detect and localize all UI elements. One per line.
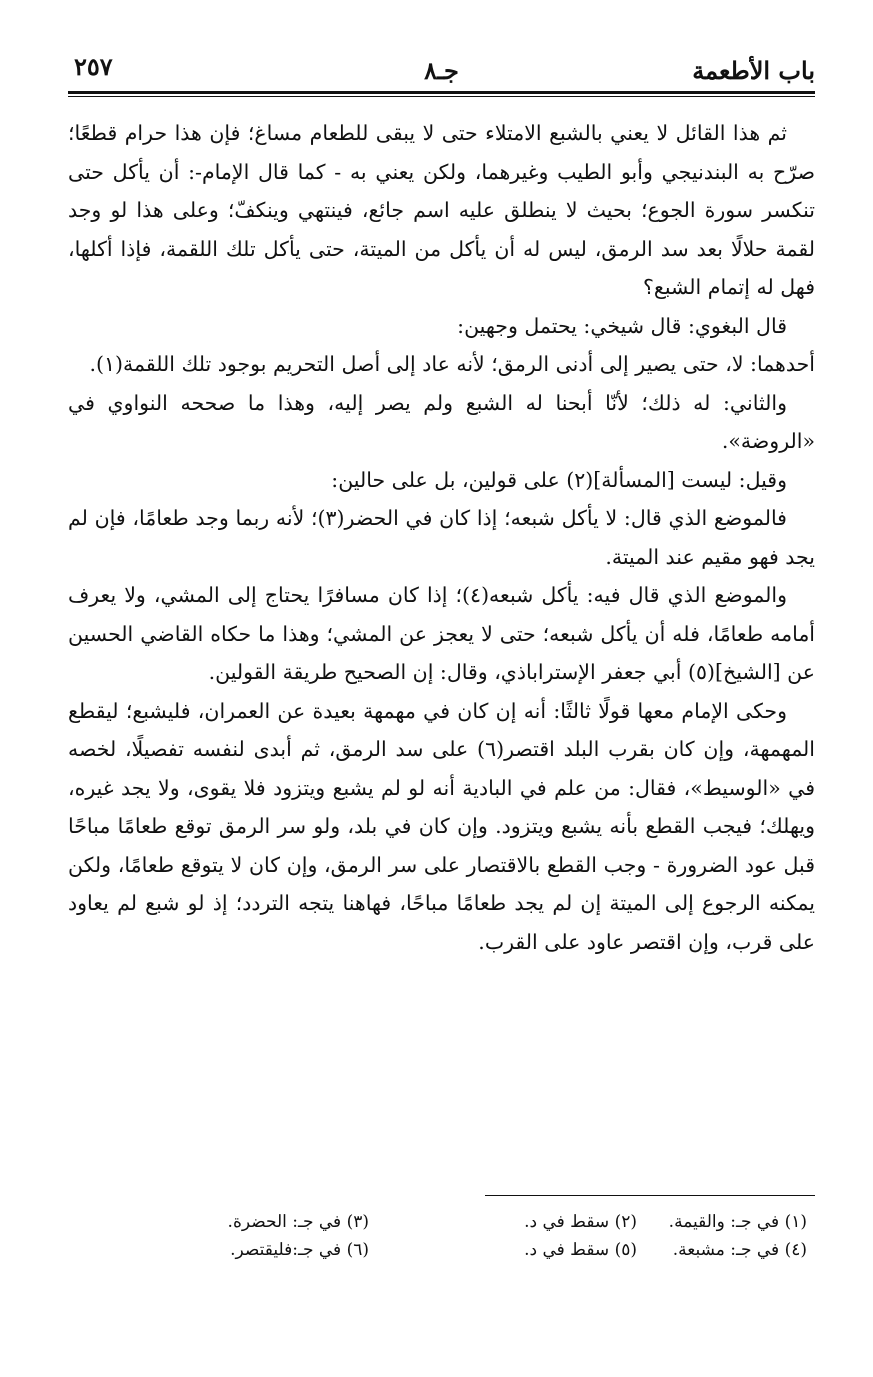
paragraph: والموضع الذي قال فيه: يأكل شبعه(٤)؛ إذا كان مسافرًا يحتاج إلى المشي، ولا يعرف أمامه طعامًا، فله أن يأكل شبعه؛ حتى لا يعجز عن المشي؛ وهذا ما حكاه القاضي الحسين عن [الشيخ](٥) أبي جعفر الإستراباذي، وقال: إن الصحيح طريقة القولين. [68,583,815,684]
paragraph: فالموضع الذي قال: لا يأكل شبعه؛ إذا كان في الحضر(٣)؛ لأنه ربما وجد طعامًا، فإن لم يجد فهو مقيم عند الميتة. [68,506,815,569]
header-rule [68,91,815,97]
footnote: (١) في جـ: والقيمة. [668,1212,807,1232]
footnote-row [68,1208,807,1236]
footnotes [68,1208,807,1264]
footnote: (٥) سقط في د. [524,1240,637,1260]
paragraph: قال البغوي: قال شيخي: يحتمل وجهين: [457,313,787,338]
paragraph: والثاني: له ذلك؛ لأنّا أبحنا له الشبع ولم يصر إليه، وهذا ما صححه النواوي في «الروضة». [68,390,815,453]
footnote-separator [485,1195,815,1196]
running-header [68,52,815,92]
chapter-title: باب الأطعمة [692,56,815,85]
volume-label: جـ٨ [424,56,459,85]
paragraph: أحدهما: لا، حتى يصير إلى أدنى الرمق؛ لأنه عاد إلى أصل التحريم بوجود تلك اللقمة(١). [89,352,815,376]
paragraph: ثم هذا القائل لا يعني بالشبع الامتلاء حتى لا يبقى للطعام مساغ؛ فإن هذا حرام قطعًا؛ صرّح به البندنيجي وأبو الطيب وغيرهما، ولكن يعني به - كما قال الإمام-: أن يأكل حتى تنكسر سورة الجوع؛ بحيث لا ينطلق عليه اسم جائع، فينتهي وينكفّ؛ وعلى هذا لو وجد لقمة حلالًا بعد سد الرمق، ليس له أن يأكل من الميتة، حتى يأكل تلك اللقمة، فإذا أكلها، فهل له إتمام الشبع؟ [68,121,815,299]
page-number: ٢٥٧ [74,52,113,81]
book-page [68,0,815,1377]
paragraph: وحكى الإمام معها قولًا ثالثًا: أنه إن كان في مهمهة بعيدة عن العمران، فليشبع؛ ليقطع المهمهة، وإن كان بقرب البلد اقتصر(٦) على سد الرمق، ثم أبدى لنفسه تفصيلًا، لخصه في «الوسيط»، فقال: من علم في البادية أنه لو لم يشبع ويتزود فلا يقوى، ولا يجد غيره، ويهلك؛ فيجب القطع بأنه يشبع ويتزود. وإن كان في بلد، ولو سر الرمق توقع طعامًا مباحًا قبل عود الضرورة - وجب القطع بالاقتصار على سر الرمق، وإن كان لا يتوقع طعامًا، ولكن يمكنه الرجوع إلى الميتة إن لم يجد طعامًا مباحًا، فهاهنا يتجه التردد؛ إذ لو شبع لم يعاود على قرب، وإن اقتصر عاود على القرب. [68,698,816,954]
footnote-row [68,1236,807,1264]
paragraph: وقيل: ليست [المسألة](٢) على قولين، بل على حالين: [331,467,787,492]
footnote: (٤) في جـ: مشبعة. [672,1240,807,1260]
footnote: (٣) في جـ: الحضرة. [227,1212,369,1232]
footnote: (٢) سقط في د. [524,1212,637,1232]
footnote: (٦) في جـ:فليقتصر. [230,1240,369,1260]
main-text [68,114,815,961]
